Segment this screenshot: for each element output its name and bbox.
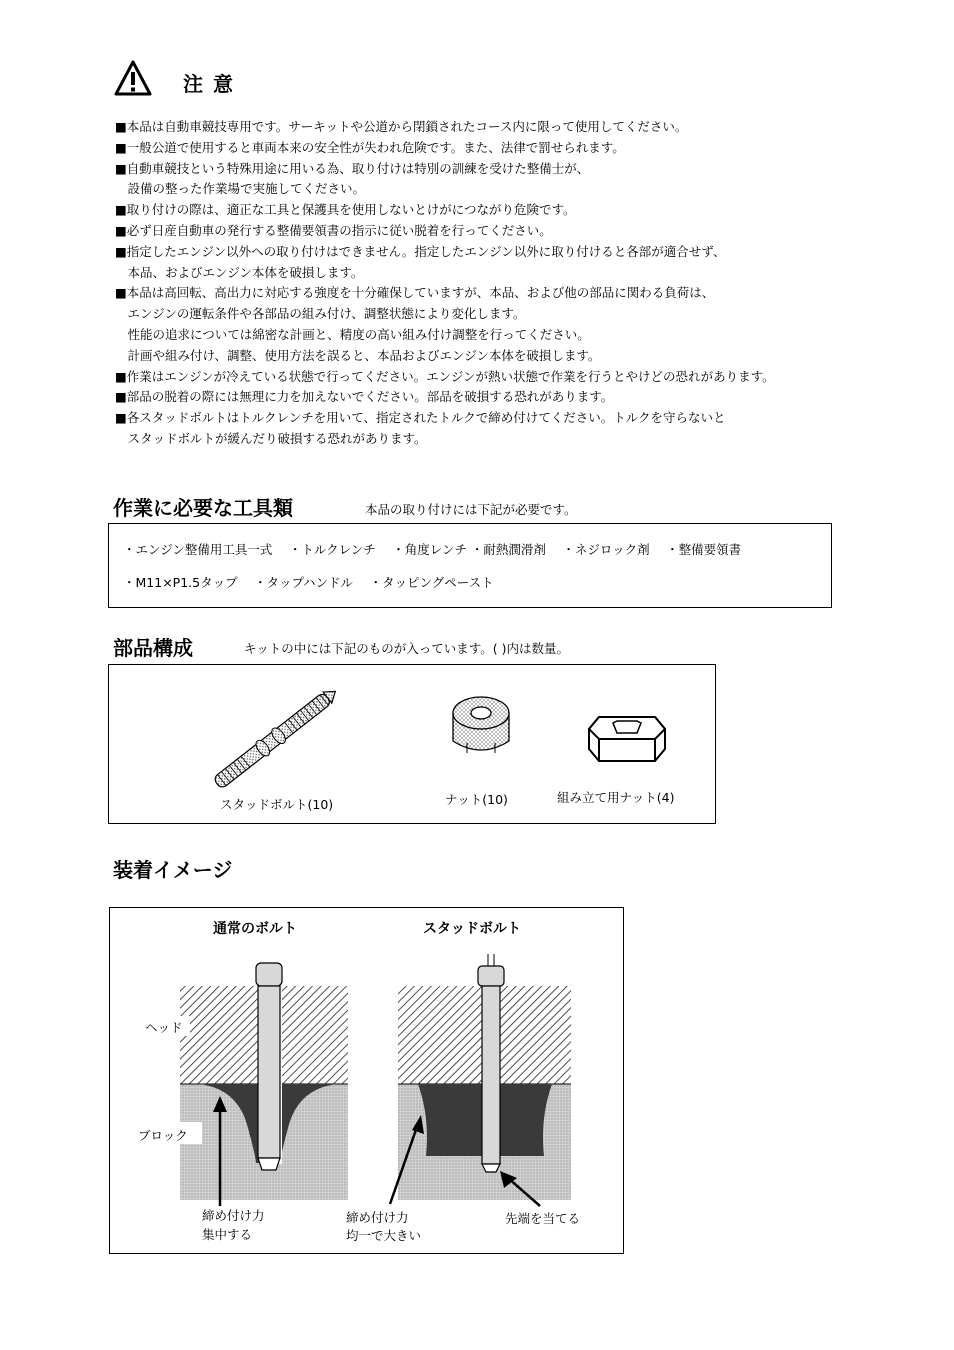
caution-line: ■本品は自動車競技専用です。サーキットや公道から閉鎖されたコース内に限って使用してください。 — [115, 119, 688, 134]
tools-title: 作業に必要な工具類 — [113, 496, 293, 520]
block-label: ブロック — [138, 1128, 188, 1143]
caution-line: エンジンの運転条件や各部品の組み付け、調整状態により変化します。 — [115, 306, 526, 322]
parts-title: 部品構成 — [113, 636, 193, 660]
caution-line: ■一般公道で使用すると車両本来の安全性が失われ危険です。また、法律で罰せられます。 — [115, 139, 625, 155]
assembly-nut-illustration — [585, 705, 669, 767]
caution-title: 注意 — [183, 72, 243, 96]
caution-line: 計画や組み付け、調整、使用方法を誤ると、本品およびエンジン本体を破損します。 — [115, 347, 601, 363]
caution-notes — [115, 117, 775, 450]
right-note: 先端を当てる — [505, 1211, 581, 1226]
install-diagram — [110, 908, 623, 1253]
caution-line: 設備の整った作業場で実施してください。 — [115, 181, 366, 197]
stud-bolt-label: スタッドボルト(10) — [220, 797, 334, 812]
caution-line: スタッドボルトが緩んだり破損する恐れがあります。 — [115, 430, 427, 446]
parts-box — [108, 664, 716, 824]
caution-line: ■部品の脱着の際には無理に力を加えないでください。部品を破損する恐れがあります。 — [115, 389, 614, 405]
nut-label: ナット(10) — [445, 792, 508, 807]
assembly-nut-label: 組み立て用ナット(4) — [557, 790, 675, 805]
warning-icon — [113, 59, 153, 97]
head-label: ヘッド — [145, 1020, 183, 1035]
tools-line-2: ・M11×P1.5タップ ・タップハンドル ・タッピングペースト — [123, 575, 494, 590]
nut-illustration — [445, 693, 517, 763]
install-diagram-box — [109, 907, 624, 1254]
normal-bolt-title: 通常のボルト — [213, 921, 297, 937]
tools-desc: 本品の取り付けには下記が必要です。 — [365, 502, 577, 517]
caution-line: ■自動車競技という特殊用途に用いる為、取り付けは特別の訓練を受けた整備士が、 — [115, 160, 590, 176]
mid-note-2: 均一で大きい — [346, 1228, 422, 1243]
caution-line: ■作業はエンジンが冷えている状態で行ってください。エンジンが熱い状態で作業を行うとやけどの恐れがあります。 — [115, 368, 775, 384]
caution-line: 性能の追求については綿密な計画と、精度の高い組み付け調整を行ってください。 — [115, 326, 590, 342]
tools-line-1: ・エンジン整備用工具一式 ・トルクレンチ ・角度レンチ ・耐熱潤滑剤 ・ネジロック剤 ・整備要領書 — [123, 542, 742, 557]
left-note-2: 集中する — [202, 1227, 253, 1242]
stud-bolt-illustration — [197, 677, 357, 797]
caution-line: ■各スタッドボルトはトルクレンチを用いて、指定されたトルクで締め付けてください。トルクを守らないと — [115, 410, 726, 426]
caution-line: ■必ず日産自動車の発行する整備要領書の指示に従い脱着を行ってください。 — [115, 222, 552, 238]
left-note-1: 締め付け力 — [202, 1208, 265, 1223]
stud-bolt-title: スタッドボルト — [423, 921, 521, 937]
tools-box — [108, 523, 832, 608]
caution-line: ■本品は高回転、高出力に対応する強度を十分確保していますが、本品、および他の部品に関わる負荷は、 — [115, 285, 715, 301]
caution-line: ■取り付けの際は、適正な工具と保護具を使用しないとけがにつながり危険です。 — [115, 202, 576, 218]
caution-line: 本品、およびエンジン本体を破損します。 — [115, 264, 364, 280]
mid-note-1: 締め付け力 — [346, 1210, 409, 1225]
image-section-title: 装着イメージ — [113, 858, 233, 882]
caution-line: ■指定したエンジン以外への取り付けはできません。指定したエンジン以外に取り付けると各部が適合せず、 — [115, 243, 726, 259]
parts-desc: キットの中には下記のものが入っています。( )内は数量。 — [244, 641, 569, 656]
